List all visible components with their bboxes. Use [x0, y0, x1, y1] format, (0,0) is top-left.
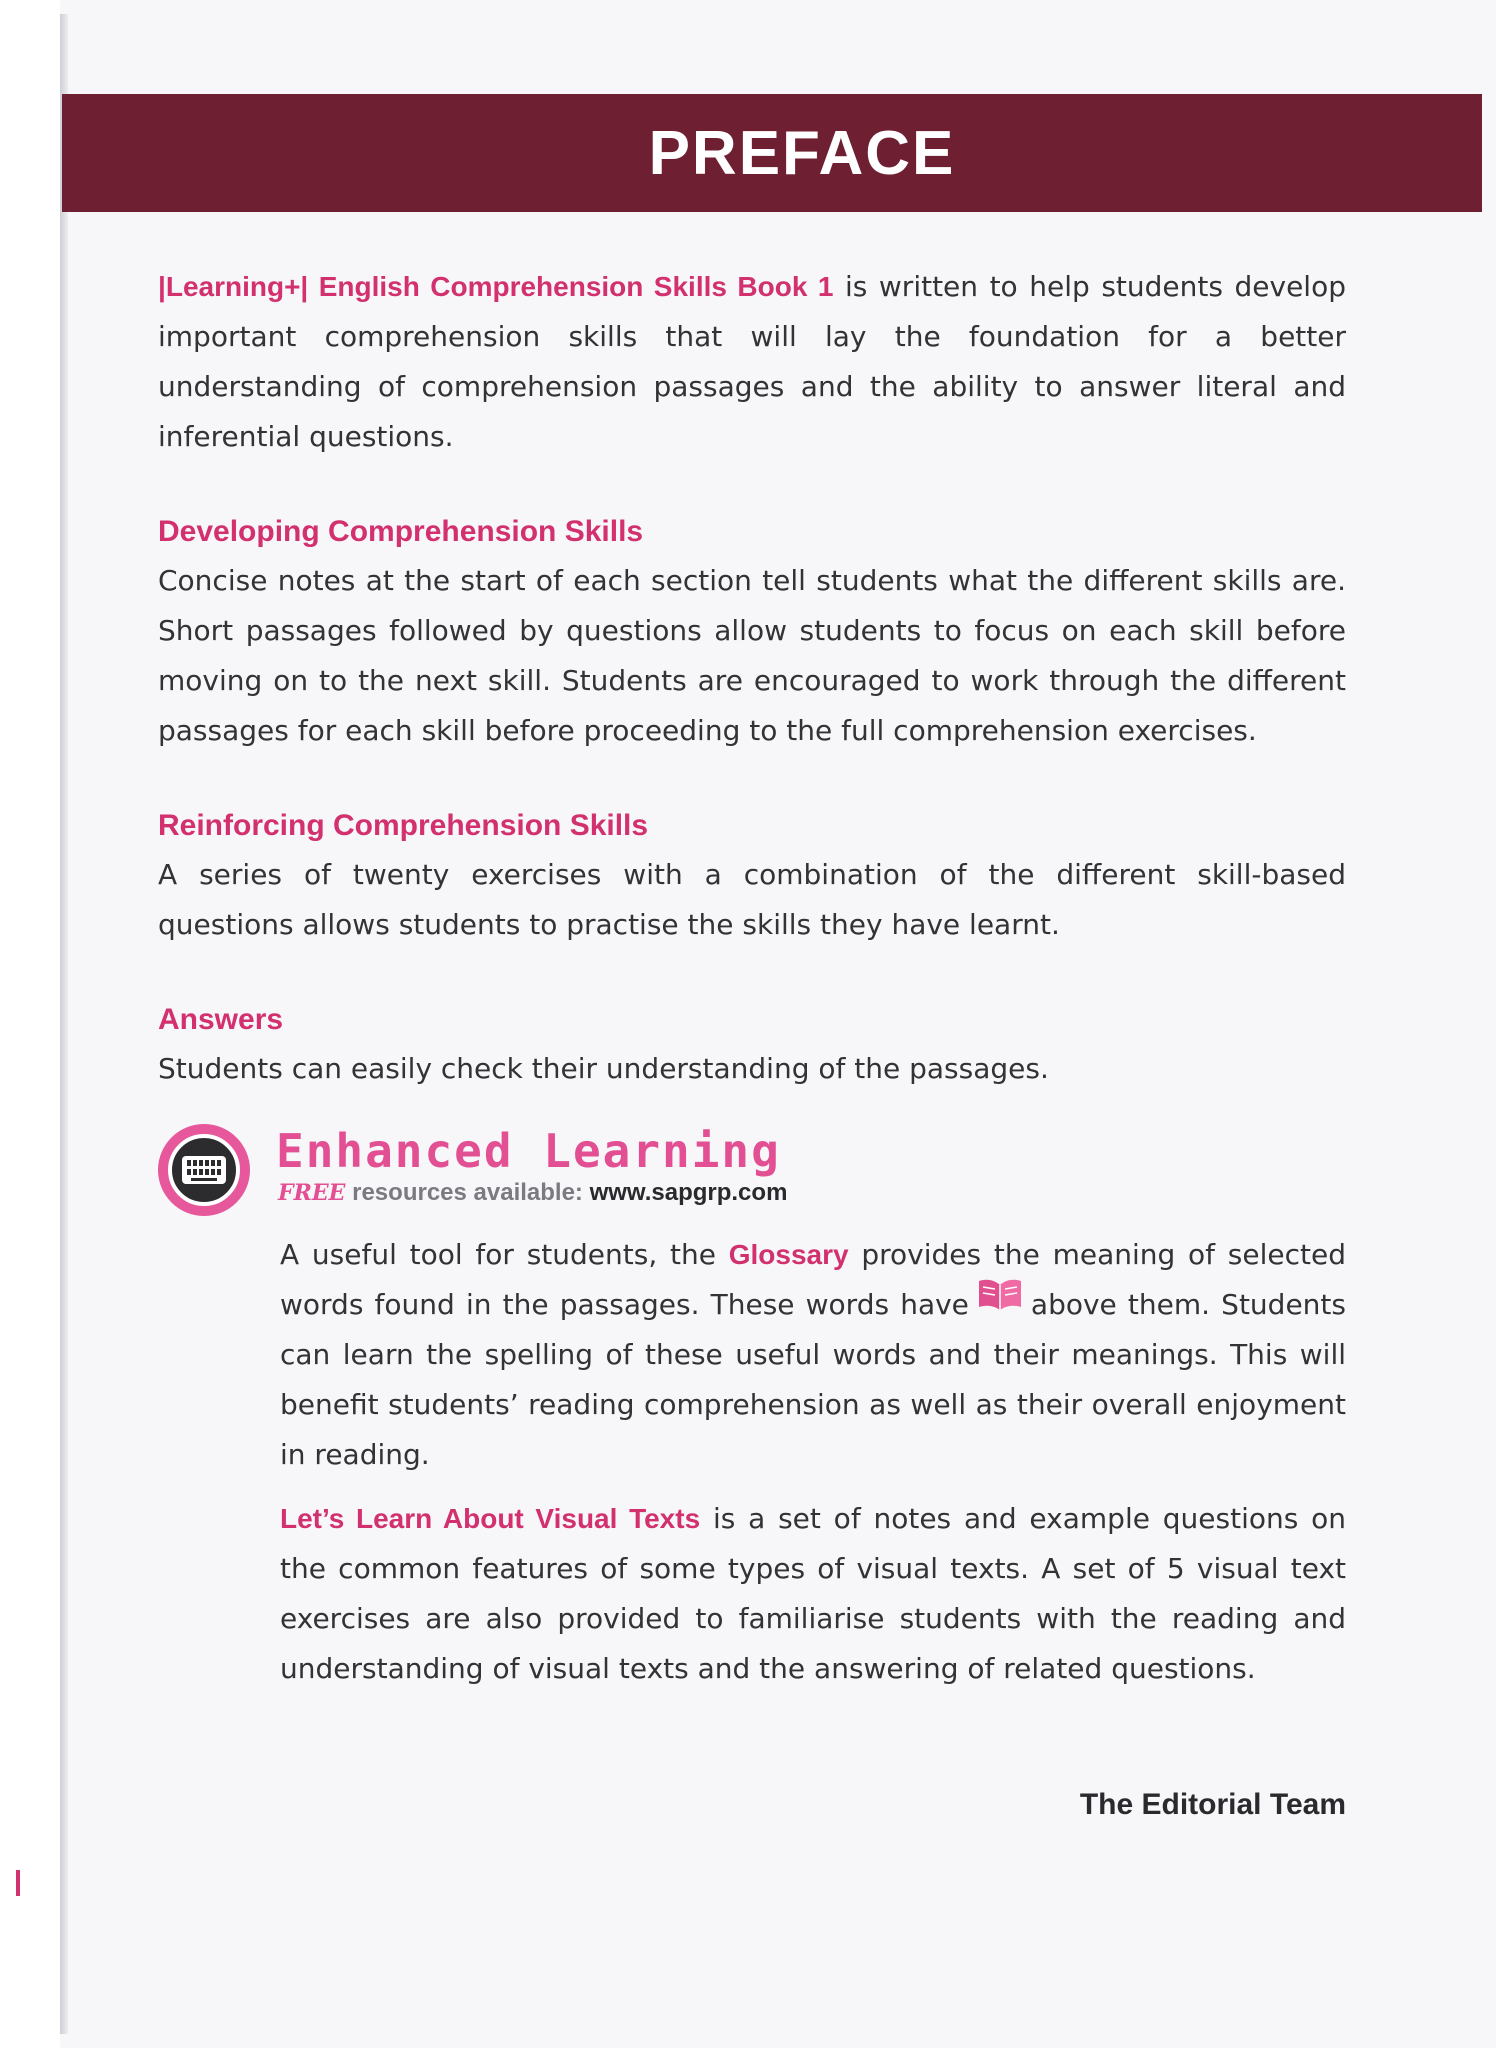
enhanced-learning-body — [280, 1230, 1346, 1694]
book-spine — [60, 14, 68, 2034]
section-body-reinforcing: A series of twenty exercises with a combination of the different skill-based questions allows students to practise the skills they have learnt. — [158, 858, 1346, 941]
section-body-answers: Students can easily check their understanding of the passages. — [158, 1052, 1049, 1085]
enhanced-learning-subtitle — [278, 1176, 787, 1210]
enhanced-learning-title: Enhanced Learning — [276, 1124, 781, 1178]
visual-texts-paragraph: Let’s Learn About Visual Texts is a set of notes and example questions on the common features of some types of visual texts. A set of 5 visual text exercises are also provided to familiarise students with the reading and understanding of visual texts and the answering of related questions. — [280, 1502, 1346, 1685]
section-body-developing: Concise notes at the start of each section tell students what the different skills are. Short passages followed by questions allow students to focus on each skill before moving on to the next skill. Students are encouraged to work through the different passages for each skill before proceeding to the full comprehension exercises. — [158, 564, 1346, 747]
glossary-term: Glossary — [728, 1239, 849, 1270]
signoff: The Editorial Team — [1079, 1788, 1346, 1821]
website-url: www.sapgrp.com — [589, 1179, 788, 1206]
enhanced-learning-header — [158, 1120, 1346, 1230]
book-title: |Learning+| English Comprehension Skills Book 1 — [158, 271, 834, 302]
page-gutter — [0, 0, 60, 2048]
free-label: FREE — [278, 1180, 346, 1206]
section-heading-answers: Answers — [158, 1003, 284, 1036]
intro-text: is written to help students develop important comprehension skills that will lay the foundation for a better understanding of comprehension passages and the ability to answer literal and inferential questions. — [158, 270, 1346, 453]
enhanced-learning-logo-icon — [158, 1124, 250, 1216]
preface-banner — [62, 94, 1482, 212]
resources-label: resources available: — [345, 1179, 590, 1206]
intro-paragraph — [158, 262, 1346, 462]
preface-content — [158, 262, 1346, 1694]
page-title: PREFACE — [648, 118, 956, 188]
section-heading-reinforcing: Reinforcing Comprehension Skills — [158, 809, 649, 842]
section-heading-developing: Developing Comprehension Skills — [158, 515, 644, 548]
margin-mark — [16, 1870, 20, 1896]
visual-texts-term: Let’s Learn About Visual Texts — [280, 1503, 701, 1534]
glossary-paragraph: A useful tool for students, the Glossary provides the meaning of selected words found in the passages. These words have above them. Students can learn the spelling of these useful words and their meanings. This will benefit students’ reading comprehension as well as their overall enjoyment in reading. — [280, 1238, 1347, 1471]
open-book-icon — [977, 1277, 1023, 1327]
